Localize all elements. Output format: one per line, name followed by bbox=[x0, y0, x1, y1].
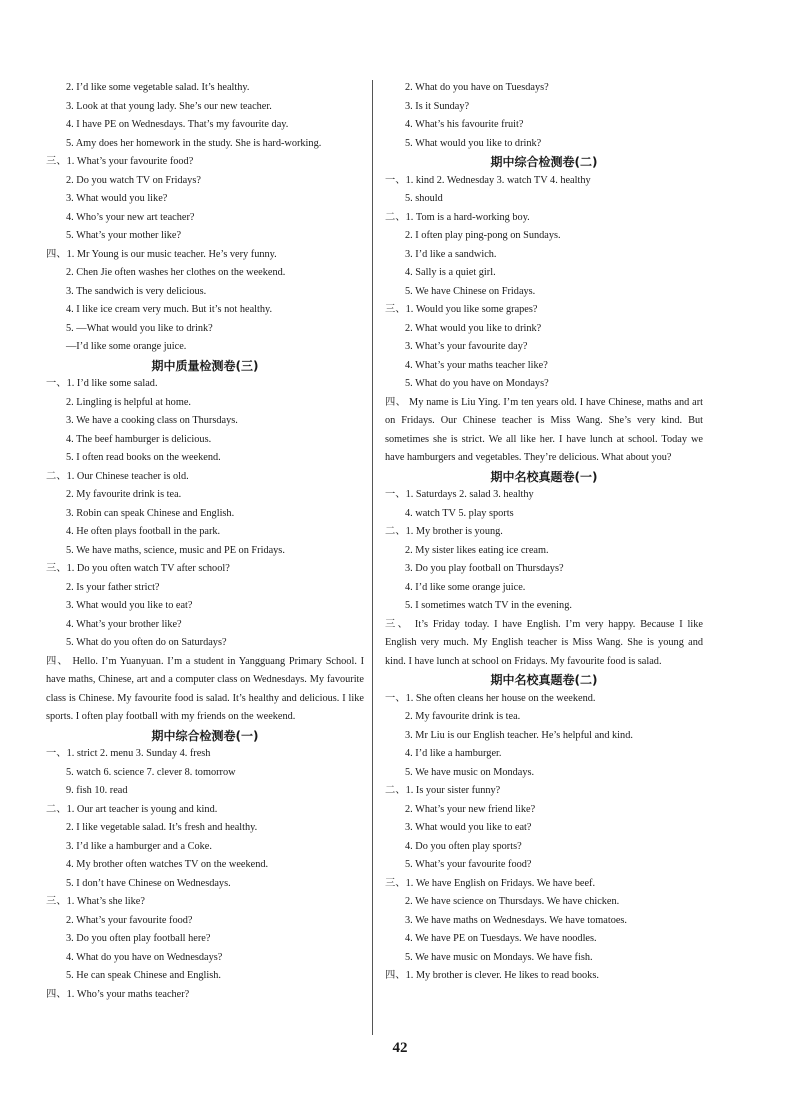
answer-line: 2. What’s your new friend like? bbox=[405, 803, 536, 815]
answer-line: 5. I don’t have Chinese on Wednesdays. bbox=[66, 877, 231, 889]
section-heading: 期中质量检测卷(三) bbox=[151, 358, 259, 373]
answer-line: 3. What’s your favourite day? bbox=[405, 341, 528, 352]
writing-answer-paragraph: 四、 My name is Liu Ying. I’m ten years old. I have Chinese, maths and art on Fridays. Our Chinese teacher is Miss Wang. She’s very kind. But sometimes she is strict. We all like her. I have lunch at school. Today we have hamburgers and vegetables. They’re delicious. What about you? bbox=[385, 396, 703, 463]
answer-line: 5. What would you like to drink? bbox=[405, 137, 542, 149]
section-first-answer: 三、1. Would you like some grapes? bbox=[385, 304, 538, 315]
answer-line: 5. What’s your favourite food? bbox=[405, 859, 532, 870]
section-first-answer: 一、1. Saturdays 2. salad 3. healthy bbox=[385, 489, 534, 500]
answer-line: 5. Amy does her homework in the study. She is hard-working. bbox=[66, 137, 322, 149]
answer-line: 2. What’s your favourite food? bbox=[66, 914, 193, 926]
answer-line: 5. He can speak Chinese and English. bbox=[66, 970, 221, 981]
section-first-answer: 二、1. Our Chinese teacher is old. bbox=[46, 470, 189, 482]
answer-line: 4. I’d like a hamburger. bbox=[405, 748, 502, 759]
answer-line: 3. We have maths on Wednesdays. We have tomatoes. bbox=[405, 914, 627, 926]
answer-line: 5. We have music on Mondays. bbox=[405, 766, 535, 778]
section-first-answer: 一、1. strict 2. menu 3. Sunday 4. fresh bbox=[46, 748, 211, 759]
answer-line: 3. Robin can speak Chinese and English. bbox=[66, 507, 235, 519]
answer-line: 4. Who’s your new art teacher? bbox=[66, 211, 195, 223]
section-first-answer: 三、1. What’s she like? bbox=[46, 896, 145, 907]
writing-answer-paragraph: 三、 It’s Friday today. I have English. I’m very happy. Because I like English very much. My English teacher is Miss Wang. She is young and kind. I have lunch at school on Fridays. My favourite food is salad. bbox=[385, 618, 703, 667]
section-heading: 期中名校真题卷(二) bbox=[490, 673, 598, 687]
answer-line: 4. watch TV 5. play sports bbox=[405, 507, 514, 519]
answer-line: 2. I often play ping-pong on Sundays. bbox=[405, 230, 561, 241]
left-column bbox=[46, 79, 364, 1004]
answer-line: 3. The sandwich is very delicious. bbox=[66, 285, 207, 297]
answer-line: 4. He often plays football in the park. bbox=[66, 526, 221, 537]
answer-line: 2. My sister likes eating ice cream. bbox=[405, 544, 549, 556]
section-first-answer: 二、1. Our art teacher is young and kind. bbox=[46, 803, 218, 815]
answer-line: 5. should bbox=[405, 193, 443, 204]
answer-line: 4. I have PE on Wednesdays. That’s my favourite day. bbox=[66, 119, 289, 130]
answer-line: 5. —What would you like to drink? bbox=[66, 322, 213, 334]
answer-line: 4. My brother often watches TV on the weekend. bbox=[66, 859, 269, 870]
answer-line: 3. Do you often play football here? bbox=[66, 933, 211, 944]
answer-line: 2. I’d like some vegetable salad. It’s healthy. bbox=[66, 82, 250, 93]
answer-line: 3. Is it Sunday? bbox=[405, 100, 470, 112]
answer-line: 5. I often read books on the weekend. bbox=[66, 452, 221, 463]
answer-line: —I’d like some orange juice. bbox=[66, 341, 187, 352]
answer-line: 2. My favourite drink is tea. bbox=[66, 489, 182, 500]
answer-line: 4. Do you often play sports? bbox=[405, 840, 522, 852]
answer-line: 2. Chen Jie often washes her clothes on the weekend. bbox=[66, 267, 286, 278]
answer-line: 2. What would you like to drink? bbox=[405, 322, 542, 334]
section-first-answer: 三、1. We have English on Fridays. We have beef. bbox=[385, 877, 596, 889]
section-first-answer: 四、1. My brother is clever. He likes to read books. bbox=[385, 970, 599, 981]
answer-line: 5. What’s your mother like? bbox=[66, 230, 182, 241]
section-first-answer: 二、1. Is your sister funny? bbox=[385, 785, 501, 796]
answer-line: 2. My favourite drink is tea. bbox=[405, 711, 521, 722]
section-first-answer: 二、1. Tom is a hard-working boy. bbox=[385, 211, 530, 223]
section-first-answer: 一、1. She often cleans her house on the weekend. bbox=[385, 692, 596, 704]
section-first-answer: 一、1. kind 2. Wednesday 3. watch TV 4. healthy bbox=[385, 174, 591, 186]
answer-line: 5. We have maths, science, music and PE on Fridays. bbox=[66, 544, 285, 556]
answer-line: 4. What’s your maths teacher like? bbox=[405, 359, 548, 371]
section-heading: 期中名校真题卷(一) bbox=[490, 469, 598, 484]
answer-line: 5. We have music on Mondays. We have fish. bbox=[405, 951, 593, 963]
section-first-answer: 四、1. Mr Young is our music teacher. He’s very funny. bbox=[46, 248, 277, 260]
answer-line: 5. I sometimes watch TV in the evening. bbox=[405, 600, 572, 611]
answer-line: 2. Is your father strict? bbox=[66, 581, 160, 593]
answer-line: 4. Sally is a quiet girl. bbox=[405, 267, 496, 278]
answer-line: 5. What do you have on Mondays? bbox=[405, 378, 549, 389]
answer-line: 3. Look at that young lady. She’s our new teacher. bbox=[66, 100, 272, 112]
answer-line: 3. We have a cooking class on Thursdays. bbox=[66, 415, 238, 426]
section-first-answer: 三、1. Do you often watch TV after school? bbox=[46, 563, 230, 574]
answer-line: 3. What would you like? bbox=[66, 193, 168, 204]
right-column bbox=[385, 79, 703, 986]
answer-line: 4. What’s your brother like? bbox=[66, 618, 182, 630]
answer-line: 5. watch 6. science 7. clever 8. tomorrow bbox=[66, 766, 236, 778]
answer-line: 2. I like vegetable salad. It’s fresh and healthy. bbox=[66, 822, 258, 833]
section-first-answer: 一、1. I’d like some salad. bbox=[46, 378, 158, 389]
answer-line: 3. Mr Liu is our English teacher. He’s helpful and kind. bbox=[405, 729, 633, 741]
answer-line: 4. We have PE on Tuesdays. We have noodles. bbox=[405, 933, 597, 944]
section-first-answer: 三、1. What’s your favourite food? bbox=[46, 156, 194, 167]
answer-line: 4. I like ice cream very much. But it’s not healthy. bbox=[66, 304, 273, 315]
answer-line: 2. We have science on Thursdays. We have chicken. bbox=[405, 896, 620, 907]
answer-line: 2. Lingling is helpful at home. bbox=[66, 396, 191, 408]
section-first-answer: 二、1. My brother is young. bbox=[385, 526, 503, 537]
answer-line: 3. I’d like a sandwich. bbox=[405, 248, 497, 260]
answer-line: 3. What would you like to eat? bbox=[405, 822, 532, 833]
answer-line: 3. I’d like a hamburger and a Coke. bbox=[66, 840, 212, 852]
section-first-answer: 四、1. Who’s your maths teacher? bbox=[46, 988, 190, 1000]
writing-answer-paragraph: 四、 Hello. I’m Yuanyuan. I’m a student in Yangguang Primary School. I have maths, Chinese, art and a computer class on Wednesdays. My favourite class is Chinese. My favourite food is salad. It’s healthy and delicious. I like sports. I often play football with my friends on the weekend. bbox=[46, 655, 364, 722]
answer-line: 4. What’s his favourite fruit? bbox=[405, 119, 524, 130]
section-heading: 期中综合检测卷(一) bbox=[151, 728, 259, 743]
answer-line: 5. What do you often do on Saturdays? bbox=[66, 637, 227, 648]
page-number: 42 bbox=[392, 1040, 408, 1056]
answer-line: 2. What do you have on Tuesdays? bbox=[405, 82, 549, 93]
answer-line: 4. The beef hamburger is delicious. bbox=[66, 433, 212, 445]
answer-line: 4. I’d like some orange juice. bbox=[405, 581, 526, 593]
section-heading: 期中综合检测卷(二) bbox=[490, 155, 598, 169]
answer-line: 3. What would you like to eat? bbox=[66, 600, 193, 611]
answer-line: 3. Do you play football on Thursdays? bbox=[405, 563, 564, 574]
answer-line: 9. fish 10. read bbox=[66, 785, 128, 796]
column-divider bbox=[372, 80, 373, 1035]
answer-line: 5. We have Chinese on Fridays. bbox=[405, 285, 536, 297]
answer-line: 4. What do you have on Wednesdays? bbox=[66, 951, 223, 963]
answer-line: 2. Do you watch TV on Fridays? bbox=[66, 174, 201, 186]
